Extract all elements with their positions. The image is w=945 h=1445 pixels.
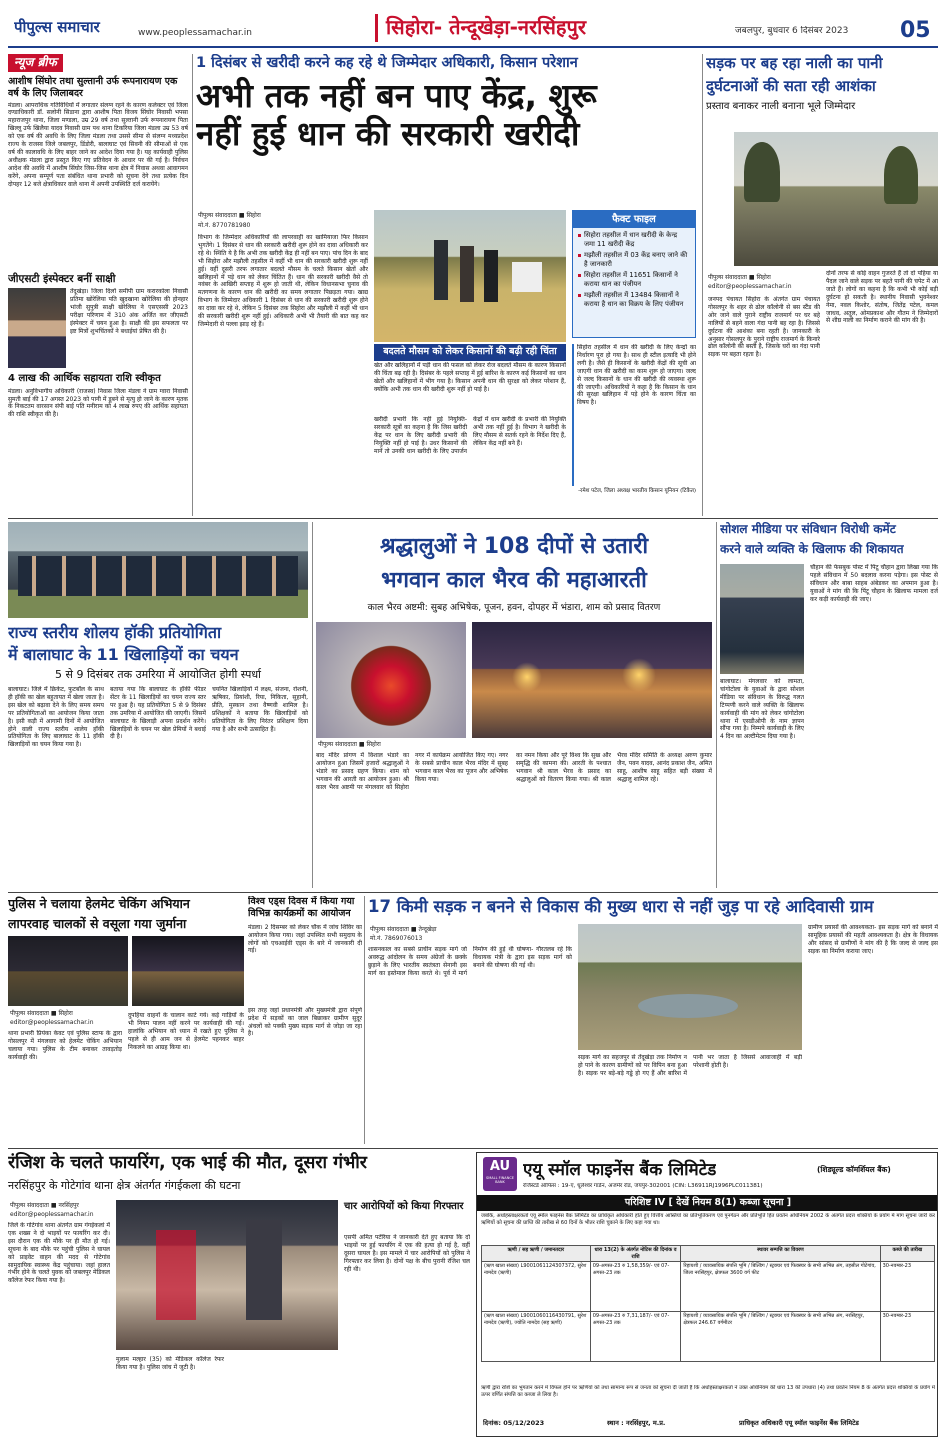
firing-headline: रंजिश के चलते फायरिंग, एक भाई की मौत, दूसरा गंभीर: [8, 1153, 367, 1173]
aarti-crowd-photo: [472, 622, 712, 738]
table-cell: 30-नवम्बर-23: [880, 1312, 934, 1362]
au-logo-sub: SMALL FINANCE BANK: [486, 1176, 514, 1184]
fact-list: [573, 228, 695, 314]
aarti-sub: काल भैरव अष्टमी: सुबह अभिषेक, पूजन, हवन, दोपहर में भंडारा, शाम को प्रसाद वितरण: [367, 602, 661, 613]
news-brief-label: न्यूज ब्रीफ: [8, 54, 63, 72]
table-row: [482, 1312, 935, 1362]
village-headline: 17 किमी सड़क न बनने से विकास की मुख्य धारा से नहीं जुड़ पा रहे आदिवासी ग्राम: [368, 897, 874, 916]
tree-shape: [744, 142, 780, 202]
road-headline-2: दुर्घटनाओं की सता रही आशंका: [706, 76, 876, 95]
table-cell: (ऋण खाता संख्या) L9001061124307372, सुरेश नामदेव (ऋणी): [482, 1262, 591, 1312]
fact-item: सिहोरा तहसील में धान खरीदी के केन्द्र जमा 11 खरीदी केंद्र: [578, 231, 690, 249]
hockey-body-2: बताया गया कि बालाघाट के हॉकी फीडर सेंटर के 11 खिलाड़ियों का चयन राज्य स्तर पर हुआ है। यह प्रतियोगिता 5 से 9 दिसंबर तक उमरिया में आयोजित की जाएगी। जिसमें बालाघाट के खिलाड़ी अपना प्रदर्शन करेंगे। खिलाड़ियों के चयन पर खेल प्रेमियों ने बधाई दी है।: [110, 686, 206, 741]
hockey-headline-2: में बालाघाट के 11 खिलाड़ियों का चयन: [8, 645, 239, 664]
masthead: [0, 0, 945, 48]
masthead-logo: [14, 18, 134, 40]
col-header: ऋणी / सह ऋणी / जमानतदार: [482, 1246, 591, 1262]
au-logo-text: AU: [489, 1159, 511, 1174]
col-header: स्थावर सम्पत्ति का विवरण: [681, 1246, 880, 1262]
section-rule: [8, 1148, 938, 1149]
road-story: [706, 54, 938, 516]
col-divider: [192, 54, 193, 516]
aarti-story: [316, 522, 712, 888]
person-shape: [246, 1220, 282, 1320]
social-body-2: चौहान की फेसबुक पोस्ट में पिंटू चौहान द्वारा लिखा गया कि पहले संविधान में 50 बदलाव करना पड़ेगा। इस पोस्ट से संविधान और बाबा साहब अंबेडकर का अपमान हुआ है। युवाओं ने मांग की कि पिंटू चौहान के खिलाफ मामला दर्ज कर कड़ी कार्यवाही की जाए।: [810, 564, 938, 603]
brief-2-body: तेंदूखेड़ा। जिला दिलों समीपी ग्राम करारकोला निवासी प्रतिमा खोरेलिया पति खुदखाना खोरेलिया की होनहार भांजी सुपुत्री साक्षी खेरेलिया ने एसएससी 2023 परीक्षा परिणाम में 310 अंक अर्जित कर जीएसटी इंस्पेक्टर में चयन हुआ है। साक्षी की इस सफलता पर इष्ट मित्रों शुभचिंतकों ने बधाईयां प्रेषित की है।: [70, 288, 188, 335]
road-body-1: जनपद पंचायत सिहोरा के अंतर्गत ग्राम पंचायत गोसलपुर के शहर से ढोल कॉलोनी से बस स्टैंड की ओर जाने वाले पुराने राष्ट्रीय राजमार्ग पर घर बहे नालियों से बहने वाला गंदा पानी बह रहा है। जिससे दुर्घटना की आशंका बना रहती है। जानकारी के अनुसार गोसलपुर के पुराने राष्ट्रीय राजमार्ग के किनारे ढोल कॉलोनी की बस्ती है, जिसके घरों का गंदा पानी सड़क पर बहता रहता है।: [708, 296, 820, 359]
firing-byline: पीपुल्स संवाददाता ■ नरसिंहपुर: [10, 1202, 79, 1209]
hockey-headline-1: राज्य स्तरीय शोलय हॉकी प्रतियोगिता: [8, 623, 222, 642]
notice-title: परिशिष्ट IV [ देखें नियम 8(1) कब्जा सूचना ]: [624, 1197, 792, 1208]
masthead-rule: [8, 46, 938, 48]
paddy-headline-2: नहीं हुई धान की सरकारी खरीदी: [196, 114, 580, 154]
section-rule: [8, 892, 938, 893]
hockey-sub: 5 से 9 दिसंबर तक उमरिया में आयोजित होगी स्पर्धा: [55, 668, 261, 681]
village-byline: पीपुल्स संवाददाता ■ तेन्दूखेड़ा: [370, 926, 437, 933]
sakshi-photo: [8, 288, 66, 368]
dateline: जबलपुर, बुधवार 6 दिसंबर 2023: [735, 26, 849, 36]
aids-body-1: मंडला। 2 दिसम्बर को लेकर चौक में जांच शिविर का आयोजन किया गया। जहां उपस्थित सभी समुदाय के लोगों को एचआईवी एड्स के बारे में जानकारी दी गई।: [248, 923, 362, 955]
paddy-body-2: खरीदी प्रभारी कि नहीं हुई नियुक्ति- सरकारी सूत्रों का कहना है कि जिस खरीदी केंद्र पर धान के लिए खरीदी प्रभारी की नियुक्ति नहीं हो पाई है। उधर किसानों की मानें तो उनकी धान खरीदी के लिए उपार्जन केंद्रों में धान खरीदी के प्रभारी की नियुक्ति अभी तक नहीं हुई है। विभाग ने खरीदी के लिए मौसम से सतर्क रहने के निर्देश दिए हैं, लेकिन केंद्र नहीं बने हैं।: [374, 416, 566, 455]
aarti-byline: पीपुल्स संवाददाता ■ सिहोरा: [318, 741, 381, 748]
fact-item: मझौली तहसील में 03 केंद्र बनाए जाने की है जानकारी: [578, 251, 690, 269]
firing-story: [8, 1152, 470, 1437]
firing-body-1: जिले के गोटेगांव थाना अंतर्गत ग्राम गंगईकलां में एक शख्स ने दो भाइयों पर फायरिंग कर दी। इस दौरान एक की मौके पर ही मौत हो गई। सूचना के बाद मौके पर पहुंची पुलिस ने घायल को प्राइवेट वाहन की मदद से गोटेगांव सामुदायिक स्वास्थ्य केंद्र पहुंचाया। जहां हालत गंभीर होने के चलते युवक को जबलपुर मेडिकल कॉलेज रेफर किया गया है।: [8, 1222, 110, 1285]
table-row: [482, 1262, 935, 1312]
table-cell: रिहायशी / व्यावसायिक संपत्ति भूमि / बिल्डिंग / स्ट्रक्चर एवं फिक्स्चर के सभी अभिन्न अंग, नरसिंहपुर, क्षेत्रफल 246.67 वर्गमीटर: [681, 1312, 880, 1362]
col-header: धारा 13(2) के अंतर्गत नोटिस की दिनांक व राशि: [590, 1246, 681, 1262]
village-road-photo: [578, 924, 802, 1050]
paddy-mobile: मो.नं. 8770781980: [198, 222, 251, 229]
paddy-kicker: 1 दिसंबर से खरीदी करने कह रहे थे जिम्मेदार अधिकारी, किसान परेशान: [196, 55, 578, 71]
brief-1-body: मंडला। आपराधिक गतिविधियों में लगातार संलग्न रहने के कारण कलेक्टर एवं जिला दण्डाधिकारी डॉ. सलोनी सिडाना द्वारा आशीष पिता विजय सिंघोर निवासी भपसा महाराजपुर थाना, जिला मण्डला, उम्र 29 वर्ष तथा सुल्तानी उर्फ रूपनारायण पिता खिल्लू उर्फ खिलैया यादव निवासी ग्राम पथ थाना टिकरिया जिला मंडला उम्र 53 वर्ष को एक वर्ष की अवधि के लिए जिला मंडला तथा उससे सीमा से संलग्न मध्यप्रदेश राज्य के राजस्व जिले जबलपुर, डिंडोरी, बालाघाट एवं सिवनी की सीमाओं से एक वर्ष की कालावधि के लिए बाहर जाने का आदेश दिया गया है। यह कार्यवाही पुलिस अधीक्षक मंडला द्वारा प्रस्तुत किए गए प्रतिवेदन के आधार पर की गई है। निर्वचन आदेश की अवधि में आशीष सिंघोर जिस-जिस थाना क्षेत्र में निवास अथवा आवागमन करेंगे, अपना सम्पूर्ण पता संबंधित थाना प्रभारी को सूचना देंगे तथा प्रत्येक दिन दोपहर 12 बजे क्षेत्राधिकार वाले थाना में अपनी उपस्थिति दर्ज करायेंगे।: [8, 101, 188, 188]
road-byline: पीपुल्स संवाददाता ■ सिहोरा: [708, 274, 771, 281]
helmet-headline-1: पुलिस ने चलाया हेलमेट चेकिंग अभियान: [8, 896, 190, 911]
helmet-byline: पीपुल्स संवाददाता ■ सिहोरा: [10, 1010, 73, 1017]
notice-footer: ऋणी द्वारा राशि का भुगतान करने में विफल होने पर ऋणियों को तथा सामान्य रूप से जनता को सूचना दी जाती है कि अधोहस्ताक्षरकर्ता ने उक्त अधिनियम की धारा 13 की उपधारा (4) तथा प्रवर्तन नियम 8 के अंतर्गत प्रदत्त शक्तियों के प्रयोग में ऊपर वर्णित संपत्ति का कब्जा ले लिया है।: [481, 1385, 935, 1398]
tree-shape: [884, 146, 918, 204]
helmet-checking-photo: [8, 936, 128, 1006]
fact-quote-sign: -रमेश पटेल, जिला अध्यक्ष भारतीय किसान यूनियन (टिकैत): [578, 488, 696, 494]
paddy-body-1: विभाग के जिम्मेदार अधिकारियों की लापरवाही का खामियाजा फिर किसान भुगतेंगे। 1 दिसंबर से धान की सरकारी खरीदी शुरू होने का दावा अधिकारी कर रहे थे। स्थिति ये है कि अभी तक खरीदी केंद्र ही नहीं बन पाए। पांच दिन के बाद भी सिहोरा और मझौली तहसील में कहीं भी धान की सरकारी खरीदी शुरू नहीं हुई। वहीं दूसरी तरफ लगातार बदलते मौसम के चलते किसान खेतों और खलिहानों में पड़े धान को लेकर चिंतित हैं। धान की सरकारी खरीदी वैसे तो नवंबर के आखिरी सप्ताह में शुरू हो जाती थी, लेकिन विधानसभा चुनाव की मतगणना के कारण धान की खरीदी का समय लगातार पिछड़ता गया। खाद्य विभाग के जिम्मेदार अधिकारी 1 दिसंबर से धान की सरकारी खरीदी शुरू होने का दावा कर रहे थे, लेकिन 5 दिसंबर तक सिहोरा और मझौली में कहीं भी धान की सरकारी खरीदी शुरू नहीं हुई। अधिकारी अभी भी तैयारी की बात कह कर जिम्मेदारी से पल्ला झाड़ रहे हैं।: [198, 234, 368, 328]
page-number: 05: [900, 18, 931, 43]
aarti-body-1: बाद मंदिर प्रांगण में विशाल भंडारे का आयोजन हुआ जिसमें हजारों श्रद्धालुओं ने भंडारे का प्रसाद ग्रहण किया। शाम को भगवान की आरती का आयोजन हुआ। श्री काल भैरव अष्टमी पर मंगलवार को सिहोरा नगर में कार्यक्रम आयोजित किए गए। नगर के सबसे प्राचीन काल भैरव मंदिर में सुबह भगवान काल भैरव का पूजन और अभिषेक किया गया।: [316, 752, 508, 791]
news-brief: [8, 54, 188, 514]
paddy-byline: पीपुल्स संवाददाता ■ सिहोरा: [198, 212, 261, 219]
lamp-glow: [622, 658, 656, 692]
fact-quote: सिहोरा तहसील में धान की खरीदी के लिए केन्द्रों का निर्धारण पूरा हो गया है। साथ ही स्टील इत्यादि भी होने लगी है। जैसे ही किसानों के खरीदी केंद्रों की सूची आ जाएगी धान की खरीदी का काम शुरू हो जाएगा। जल्द से जल्द किसानों के धान की खरीदी की व्यवस्था शुरू की जाएगी। अधिकारियों ने कहा है कि किसान के धान की सुरक्षा खलिहान में पड़े होने के कारण चिंता का विषय है।: [572, 344, 696, 486]
farmer-figure: [484, 250, 498, 302]
col-header: कब्जे की तारीख: [880, 1246, 934, 1262]
village-body-2: सड़क मार्ग का सहजपुर से तेंदूखेड़ा तक निर्माण न हो पाने के कारण ग्रामीणों को पर विपिन बना हुआ है। सड़क पर बड़े-बड़े गड्ढे हो गए हैं और बारिश में पानी भर जाता है जिससे आवाजाही में बड़ी परेशानी होती है।: [578, 1054, 802, 1077]
hockey-body-3: चयनित खिलाड़ियों में लक्ष्य, संजना, रोशनी, ऋषिका, प्रियांशी, रिया, निकिता, सुहानी, प्रीति, मुस्कान तथा वैष्णवी शामिल है। प्रशिक्षकों ने बताया कि खिलाड़ियों को प्रतियोगिता के लिए निरंतर प्रशिक्षण दिया गया है और सभी उत्साहित हैं।: [212, 686, 308, 733]
helmet-body-1: थाना प्रभारी प्रियंका केवट एवं पुलिस स्टाफ के द्वारा गोसलपुर में मंगलवार को हेलमेट चेकिंग अभियान चलाया गया। पुलिस के टीम बनाकर तावड़तोड़ कार्यवाही की।: [8, 1030, 122, 1061]
brief-3-body: मंडला। अनुविभागीय अधिकारी (राजस्व) निवास जिला मंडला ने ग्राम ग्वारा निवासी सुमती बाई की 17 अगस्त 2023 को पानी में डूबने से मृत्यु हो जाने के कारण मृतक के निकटतम वारसान संपी बाई पति मनीराम को 4 लाख रुपए की आर्थिक सहायता की राशि स्वीकृत की है।: [8, 387, 188, 419]
paddy-photo-caption: बदलते मौसम को लेकर किसानों की बढ़ी रही चिंता: [374, 344, 566, 361]
bank-ad-title: एयू स्मॉल फाइनेंस बैंक लिमिटेड: [523, 1160, 717, 1180]
helmet-email: editor@peoplessamachar.in: [10, 1019, 94, 1026]
firing-body-2: एसपी अमित पटेरिया ने जानकारी देते हुए बताया कि दो भाइयों पर हुई फायरिंग में एक की हत्या हो गई है, वहीं दूसरा घायल है। इस मामले में चार आरोपियों को पुलिस ने गिरफ्तार कर लिया है। दोनों पक्ष के बीच पुरानी रंजिश चल रही थी।: [344, 1234, 470, 1273]
fact-file-title: फैक्ट फाइल: [573, 211, 695, 228]
firing-body-3: मुलाम मल्हार (35) को मेडिकल कॉलेज रेफर किया गया है। पुलिस जांच में जुटी है।: [116, 1356, 224, 1371]
au-logo: [483, 1157, 517, 1191]
region-banner: [375, 14, 705, 42]
notice-title-bar: [477, 1195, 938, 1211]
aids-story: [248, 896, 362, 1144]
notice-place: स्थान : नरसिंहपुर, म.प्र.: [607, 1419, 666, 1427]
col-divider: [702, 54, 703, 516]
social-body-1: बालाघाट। मंगलवार को लामता, चांगोटोला के युवाओं के द्वारा सोशल मीडिया पर संविधान के विरुद्ध गलत टिप्पणी करने वाले व्यक्ति के खिलाफ कार्यवाही की मांग को लेकर चांगोटोला थाना में एसडीओपी के नाम ज्ञापन सौंपा गया है। निम्मपे कार्यवाही के लिए 4 दिन का अल्टीमेटम दिया गया है।: [720, 678, 804, 741]
social-headline-2: करने वाले व्यक्ति के खिलाफ की शिकायत: [720, 541, 904, 556]
village-body-3: ग्रामीण प्रयासों की आवश्यकता- इस सड़क मार्ग को बनाने में सामूहिक प्रयासों की महती आवश्यकता है। क्षेत्र के विधायक और सांसद से ग्रामीणों ने मांग की है कि जल्द से जल्द इस सड़क का निर्माण कराया जाए।: [808, 924, 938, 955]
aarti-deity-photo: [316, 622, 466, 738]
col-divider: [312, 522, 313, 888]
paddy-story: [196, 54, 698, 516]
fact-item: सिहोरा तहसील में 11651 किसानों ने कराया धान का पंजीयन: [578, 271, 690, 289]
village-story: [368, 896, 938, 1144]
firing-sub: नरसिंहपुर के गोटेगांव थाना क्षेत्र अंतर्गत गंगईकला की घटना: [8, 1179, 241, 1193]
puddle-shape: [638, 994, 738, 1018]
firing-hospital-photo: [116, 1200, 338, 1350]
road-sub: प्रस्ताव बनाकर नाली बनाना भूले जिम्मेदार: [706, 100, 856, 112]
helmet-story: [8, 896, 244, 1144]
bank-ad-title-tag: (शिड्यूल्ड कॉमर्शियल बैंक): [817, 1165, 891, 1174]
table-cell: 09-अगस्त-23 रु 7,31,187/- एवं 07-अगस्त-23 तक: [590, 1312, 681, 1362]
notice-table-wrap: [481, 1245, 935, 1381]
hockey-team-photo: [8, 522, 308, 618]
hockey-body-1: बालाघाट। जिले में क्रिकेट, फुटबॉल के साथ ही हॉकी का खेल बहुतायत में खेला जाता है। इस खेल को बढ़ावा देने के लिए समय समय पर प्रतियोगिताओं का आयोजन किया जाता है। इसी कड़ी में आगामी दिनों में आयोजित होने वाली राज्य स्तरीय शालेय हॉकी प्रतियोगिता के लिए बालाघाट के 11 हॉकी खिलाड़ियों का चयन किया गया है।: [8, 686, 104, 749]
person-shape: [156, 1230, 196, 1320]
farmer-figure: [434, 240, 448, 300]
firing-email: editor@peoplessamachar.in: [10, 1211, 94, 1218]
masthead-logo-text: पीपुल्स समाचार: [14, 18, 100, 36]
aarti-headline-1: श्रद्धालुओं ने 108 दीपों से उतारी: [379, 534, 649, 559]
brief-1-headline: आशीष सिंघोर तथा सुल्तानी उर्फ रूपनारायण एक वर्ष के लिए जिलाबदर: [8, 75, 178, 99]
brief-3-headline: 4 लाख की आर्थिक सहायता राशि स्वीकृत: [8, 373, 161, 385]
bank-ad-address: रजिस्टर्ड ऑफिस : 19-ए, धूलेश्वर गार्डन, अजमेर रोड, जयपुर-302001 (CIN: L36911RJ1996PLC011381): [523, 1183, 763, 1189]
hockey-story: [8, 522, 308, 888]
table-cell: रिहायशी / व्यावसायिक संपत्ति भूमि / बिल्डिंग / स्ट्रक्चर एवं फिक्स्चर के सभी अभिन्न अंग, तहसील गोटेगांव, जिला नरसिंहपुर, क्षेत्रफल 3600 वर्ग फीट: [681, 1262, 880, 1312]
paddy-farmers-photo: [374, 210, 566, 342]
aids-headline: विश्व एड्स दिवस में किया गया विभिन्न कार्यक्रमों का आयोजन: [248, 896, 355, 920]
helmet-headline-2: लापरवाह चालकों से वसूला गया जुर्माना: [8, 915, 187, 931]
aids-body-2: इस तरह जहां प्रधानमंत्री और मुख्यमंत्री द्वारा संपूर्ण प्रदेश में सड़कों का जाल बिछाकर ग्रामीण सुदूर अंचलों को पक्की मुख्य सड़क मार्ग से जोड़ा जा रहा है।: [248, 1006, 362, 1038]
col-divider: [716, 522, 717, 888]
fact-file: [572, 210, 696, 338]
table-cell: 09-अगस्त-23 रु 1,58,359/- एवं 07-अगस्त-23 तक: [590, 1262, 681, 1312]
notice-sign: प्राधिकृत अधिकारी एयू स्मॉल फाइनेंस बैंक लिमिटेड: [739, 1419, 859, 1427]
team-row: [18, 556, 298, 596]
social-story: [720, 522, 938, 888]
road-drain-photo: [734, 132, 938, 266]
notice-date: दिनांक: 05/12/2023: [483, 1419, 545, 1427]
firing-side-head: चार आरोपियों को किया गिरफ्तार: [344, 1201, 464, 1212]
region-title: सिहोरा- तेन्दूखेड़ा-नरसिंहपुर: [386, 15, 587, 39]
paddy-headline-1: अभी तक नहीं बन पाए केंद्र, शुरू: [196, 76, 597, 116]
aarti-body-2: का नमन किया और पूरे विश्व कि सुख और समृद्धि की कामना की। आरती के पश्चात भगवान श्री काल भैरव के प्रसाद का श्रद्धालुओं को वितरण किया गया। श्री काल भैरव मंदिर समिति के अध्यक्ष अरुण कुमार जैन, पवन यादव, आनंद प्रकाश जैन, अमित साहू, आशीष साहू सहित बड़ी संख्या में श्रद्धालु शामिल रहे।: [516, 752, 712, 783]
village-body-1: शासनकाल का सबसे प्राचीन सड़क मार्ग जो अवरुद्ध आंदोलन के समय अंग्रेजों के छक्के छुड़ाने के लिए भारतीय स्वतंत्रता सेनानी इस मार्ग का इस्तेमाल किया करते थे। पूर्व में मार्ग निर्माण की हुई थी घोषणा- गौरतलब रहे कि विधायक मंत्री के द्वारा इस सड़क मार्ग को बनाने की घोषणा की गई थी।: [368, 946, 572, 977]
road-body-2: दोनों तरफ से कोई वाहन गुजरते हैं तो दो पहिया या पैदल जाने वाले सड़क पर बहते पानी की चपेट में आ जाते हैं। लोगों का कहना है कि कभी भी कोई बड़ी दुर्घटना हो सकती है। स्थानीय निवासी भुवनेश्वर नेमा, नवल किशोर, संतोष, जितेंद्र पटेल, कमल जाधव, अतुल, ओमप्रकाश और गौतम ने जिम्मेदारों से शीघ्र नाली का निर्माण कराने की मांग की है।: [826, 270, 938, 325]
notice-table-header: [482, 1246, 935, 1262]
road-headline-1: सड़क पर बह रहा नाली का पानी: [706, 54, 883, 72]
farmer-figure: [512, 262, 542, 292]
helmet-checking-photo-2: [132, 936, 244, 1006]
village-mobile: मो.नं. 7869076013: [370, 935, 423, 942]
paddy-caption-body: खेत और खलिहानों में पड़ी धान की फसल को लेकर रोज बदलते मौसम के कारण किसानों की चिंता बढ़ रही है। दिसंबर के पहले सप्ताह में हुई बारिश के कारण कई किसानों का धान खेतों और खलिहानों में भीग गया है। किसान अपनी धान की सुरक्षा को लेकर परेशान हैं, क्योंकि अभी तक धान की खरीदी शुरू नहीं हो पाई है।: [374, 362, 566, 393]
notice-body: जबकि, अधोहस्ताक्षरकर्ता एयू स्मॉल फाइनेंस बैंक लिमिटेड का प्राधिकृत अधिकारी होते हुए वित्तीय आस्तियों का प्रतिभूतिकरण एवं पुनर्गठन और प्रतिभूति हित प्रवर्तन अधिनियम 2002 के अंतर्गत प्रदत्त शक्तियों के प्रयोग में मांग सूचना जारी कर ऋणियों को सूचना की प्राप्ति की तारीख से 60 दिनों के भीतर राशि चुकाने के लिए कहा गया था।: [481, 1213, 935, 1226]
table-cell: 30-नवम्बर-23: [880, 1262, 934, 1312]
section-rule: [8, 518, 938, 519]
brief-2-headline: जीएसटी इंस्पेक्टर बनीं साक्षी: [8, 272, 116, 285]
complaint-group-photo: [720, 564, 804, 674]
bank-ad: [476, 1152, 938, 1437]
social-headline-1: सोशल मीडिया पर संविधान विरोधी कमेंट: [720, 522, 896, 536]
road-email: editor@peoplessamachar.in: [708, 283, 792, 290]
table-cell: (ऋण खाता संख्या) L9001060116430791, सुरेश नामदेव (ऋणी), ज्योति नामदेव (सह ऋणी): [482, 1312, 591, 1362]
col-divider: [364, 896, 365, 1144]
helmet-body-2: दुपहिया वाहनों के चालान काटे गये। कई गाड़ियों के भी नियम पालन नहीं करने पर कार्यवाही की गई। हालांकि अभियान को ध्यान में रखते हुए पुलिस ने पहले से ही आम जन से हेलमेट पहनकर बाहर निकलने का आग्रह किया था।: [128, 1012, 244, 1051]
farmer-figure: [460, 246, 474, 302]
aarti-headline-2: भगवान काल भैरव की महाआरती: [381, 568, 647, 593]
lamp-glow: [512, 662, 542, 692]
notice-table: [481, 1245, 935, 1362]
bank-ad-header: [477, 1153, 938, 1195]
fact-item: मझौली तहसील में 13484 किसानों ने कराया है धान का विक्रय के लिए पंजीयन: [578, 291, 690, 309]
masthead-website: www.peoplessamachar.in: [138, 28, 252, 38]
